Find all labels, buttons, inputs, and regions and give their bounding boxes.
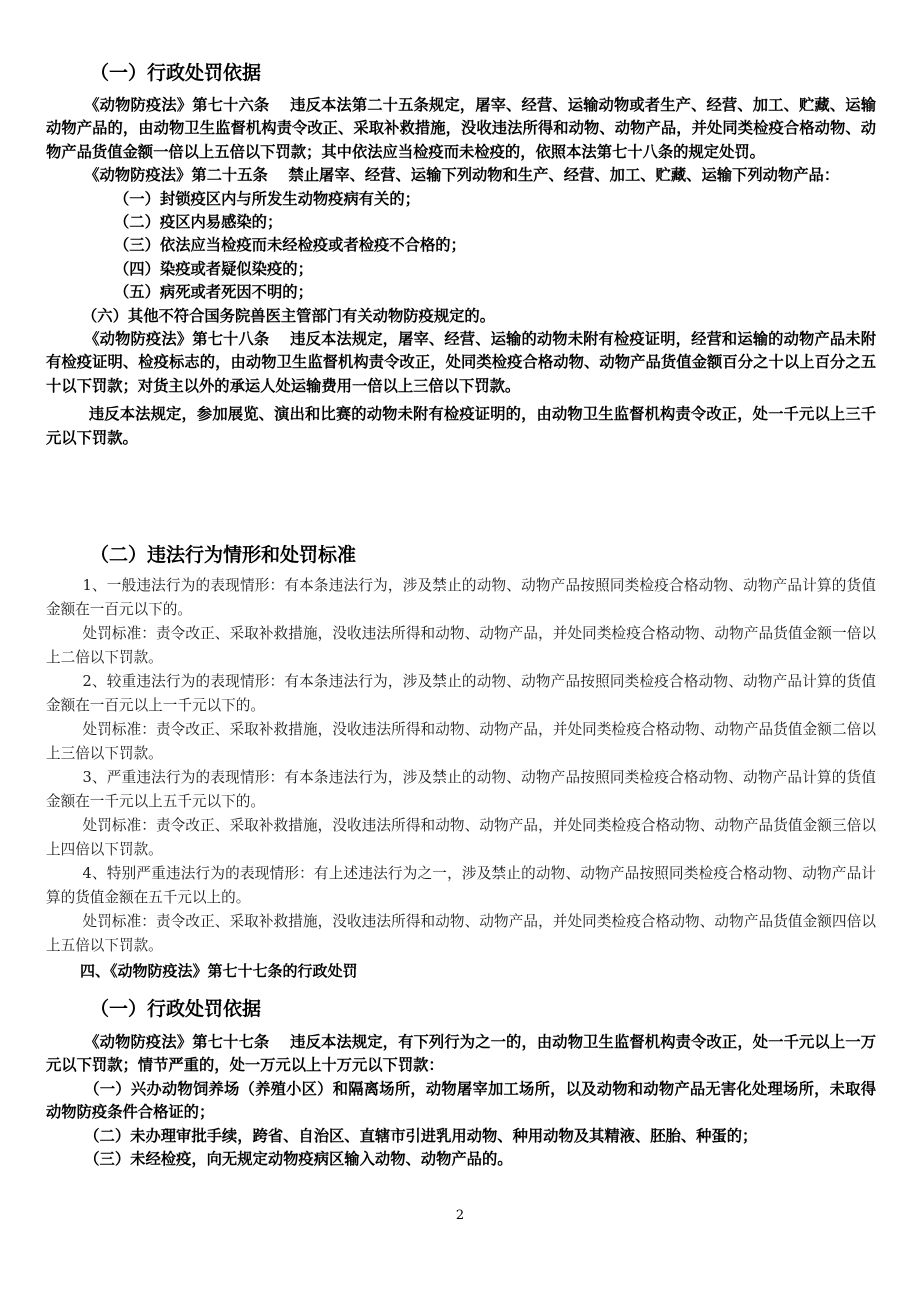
section-heading-penalty-basis-2: （一）行政处罚依据	[90, 998, 262, 1020]
list-item: （四）染疫或者疑似染疫的；	[114, 259, 313, 278]
standard-case-2: 2、较重违法行为的表现情形：有本条违法行为，涉及禁止的动物、动物产品按照同类检疫合格动物、动物产品计算的货值金额在一百元以上一千元以下的。	[46, 673, 876, 714]
paragraph-article-25: 《动物防疫法》第二十五条 禁止屠宰、经营、运输下列动物和生产、经营、加工、贮藏、运输下列动物产品：	[84, 166, 840, 185]
standard-case-3: 3、严重违法行为的表现情形：有本条违法行为，涉及禁止的动物、动物产品按照同类检疫合格动物、动物产品计算的货值金额在一千元以上五千元以下的。	[46, 769, 876, 810]
list-item: （六）其他不符合国务院兽医主管部门有关动物防疫规定的。	[82, 306, 496, 325]
list-item: （三）未经检疫，向无规定动物疫病区输入动物、动物产品的。	[84, 1150, 513, 1169]
list-item: （一）兴办动物饲养场（养殖小区）和隔离场所，动物屠宰加工场所，以及动物和动物产品无害化处理场所，未取得动物防疫条件合格证的；	[46, 1079, 876, 1122]
list-item: （二）未办理审批手续，跨省、自治区、直辖市引进乳用动物、种用动物及其精液、胚胎、种蛋的；	[84, 1126, 758, 1145]
paragraph-exhibition-rule: 违反本法规定，参加展览、演出和比赛的动物未附有检疫证明的，由动物卫生监督机构责令改正，处一千元以上三千元以下罚款。	[46, 405, 876, 447]
section-four-title: 四、《动物防疫法》第七十七条的行政处罚	[80, 962, 358, 980]
page-number: 2	[455, 1208, 465, 1223]
standard-penalty-2: 处罚标准：责令改正、采取补救措施，没收违法所得和动物、动物产品，并处同类检疫合格动物、动物产品货值金额二倍以上三倍以下罚款。	[46, 721, 876, 762]
paragraph-article-78: 《动物防疫法》第七十八条 违反本法规定，屠宰、经营、运输的动物未附有检疫证明，经营和运输的动物产品未附有检疫证明、检疫标志的，由动物卫生监督机构责令改正，处同类检疫合格动物、动物产品货值金额百分之十以上百分之五十以下罚款；对货主以外的承运人处运输费用一倍以上三倍以下罚款。	[46, 330, 876, 395]
section-heading-penalty-standards: （二）违法行为情形和处罚标准	[90, 544, 357, 566]
standard-case-4: 4、特别严重违法行为的表现情形：有上述违法行为之一，涉及禁止的动物、动物产品按照同类检疫合格动物、动物产品计算的货值金额在五千元以上的。	[46, 865, 876, 906]
list-item: （三）依法应当检疫而未经检疫或者检疫不合格的；	[114, 236, 466, 255]
standard-case-1: 1、一般违法行为的表现情形：有本条违法行为，涉及禁止的动物、动物产品按照同类检疫合格动物、动物产品计算的货值金额在一百元以下的。	[46, 577, 876, 618]
article-block-1	[46, 94, 876, 450]
standard-penalty-3: 处罚标准：责令改正、采取补救措施，没收违法所得和动物、动物产品，并处同类检疫合格动物、动物产品货值金额三倍以上四倍以下罚款。	[46, 817, 876, 858]
list-item: （二）疫区内易感染的；	[114, 213, 283, 232]
standards-block	[46, 574, 876, 958]
standard-penalty-1: 处罚标准：责令改正、采取补救措施，没收违法所得和动物、动物产品，并处同类检疫合格动物、动物产品货值金额一倍以上二倍以下罚款。	[46, 625, 876, 666]
section-heading-penalty-basis: （一）行政处罚依据	[90, 62, 262, 84]
paragraph-article-77: 《动物防疫法》第七十七条 违反本法规定，有下列行为之一的，由动物卫生监督机构责令改正，处一千元以上一万元以下罚款；情节严重的，处一万元以上十万元以下罚款：	[46, 1033, 876, 1075]
standard-penalty-4: 处罚标准：责令改正、采取补救措施，没收违法所得和动物、动物产品，并处同类检疫合格动物、动物产品货值金额四倍以上五倍以下罚款。	[46, 913, 876, 954]
paragraph-article-76: 《动物防疫法》第七十六条 违反本法第二十五条规定，屠宰、经营、运输动物或者生产、经营、加工、贮藏、运输动物产品的，由动物卫生监督机构责令改正、采取补救措施，没收违法所得和动物、动物产品，并处同类检疫合格动物、动物产品货值金额一倍以上五倍以下罚款；其中依法应当检疫而未检疫的，依照本法第七十八条的规定处罚。	[46, 96, 876, 161]
list-item: （五）病死或者死因不明的；	[114, 283, 313, 302]
article-block-77	[46, 1031, 876, 1171]
list-item: （一）封锁疫区内与所发生动物疫病有关的；	[114, 189, 420, 208]
